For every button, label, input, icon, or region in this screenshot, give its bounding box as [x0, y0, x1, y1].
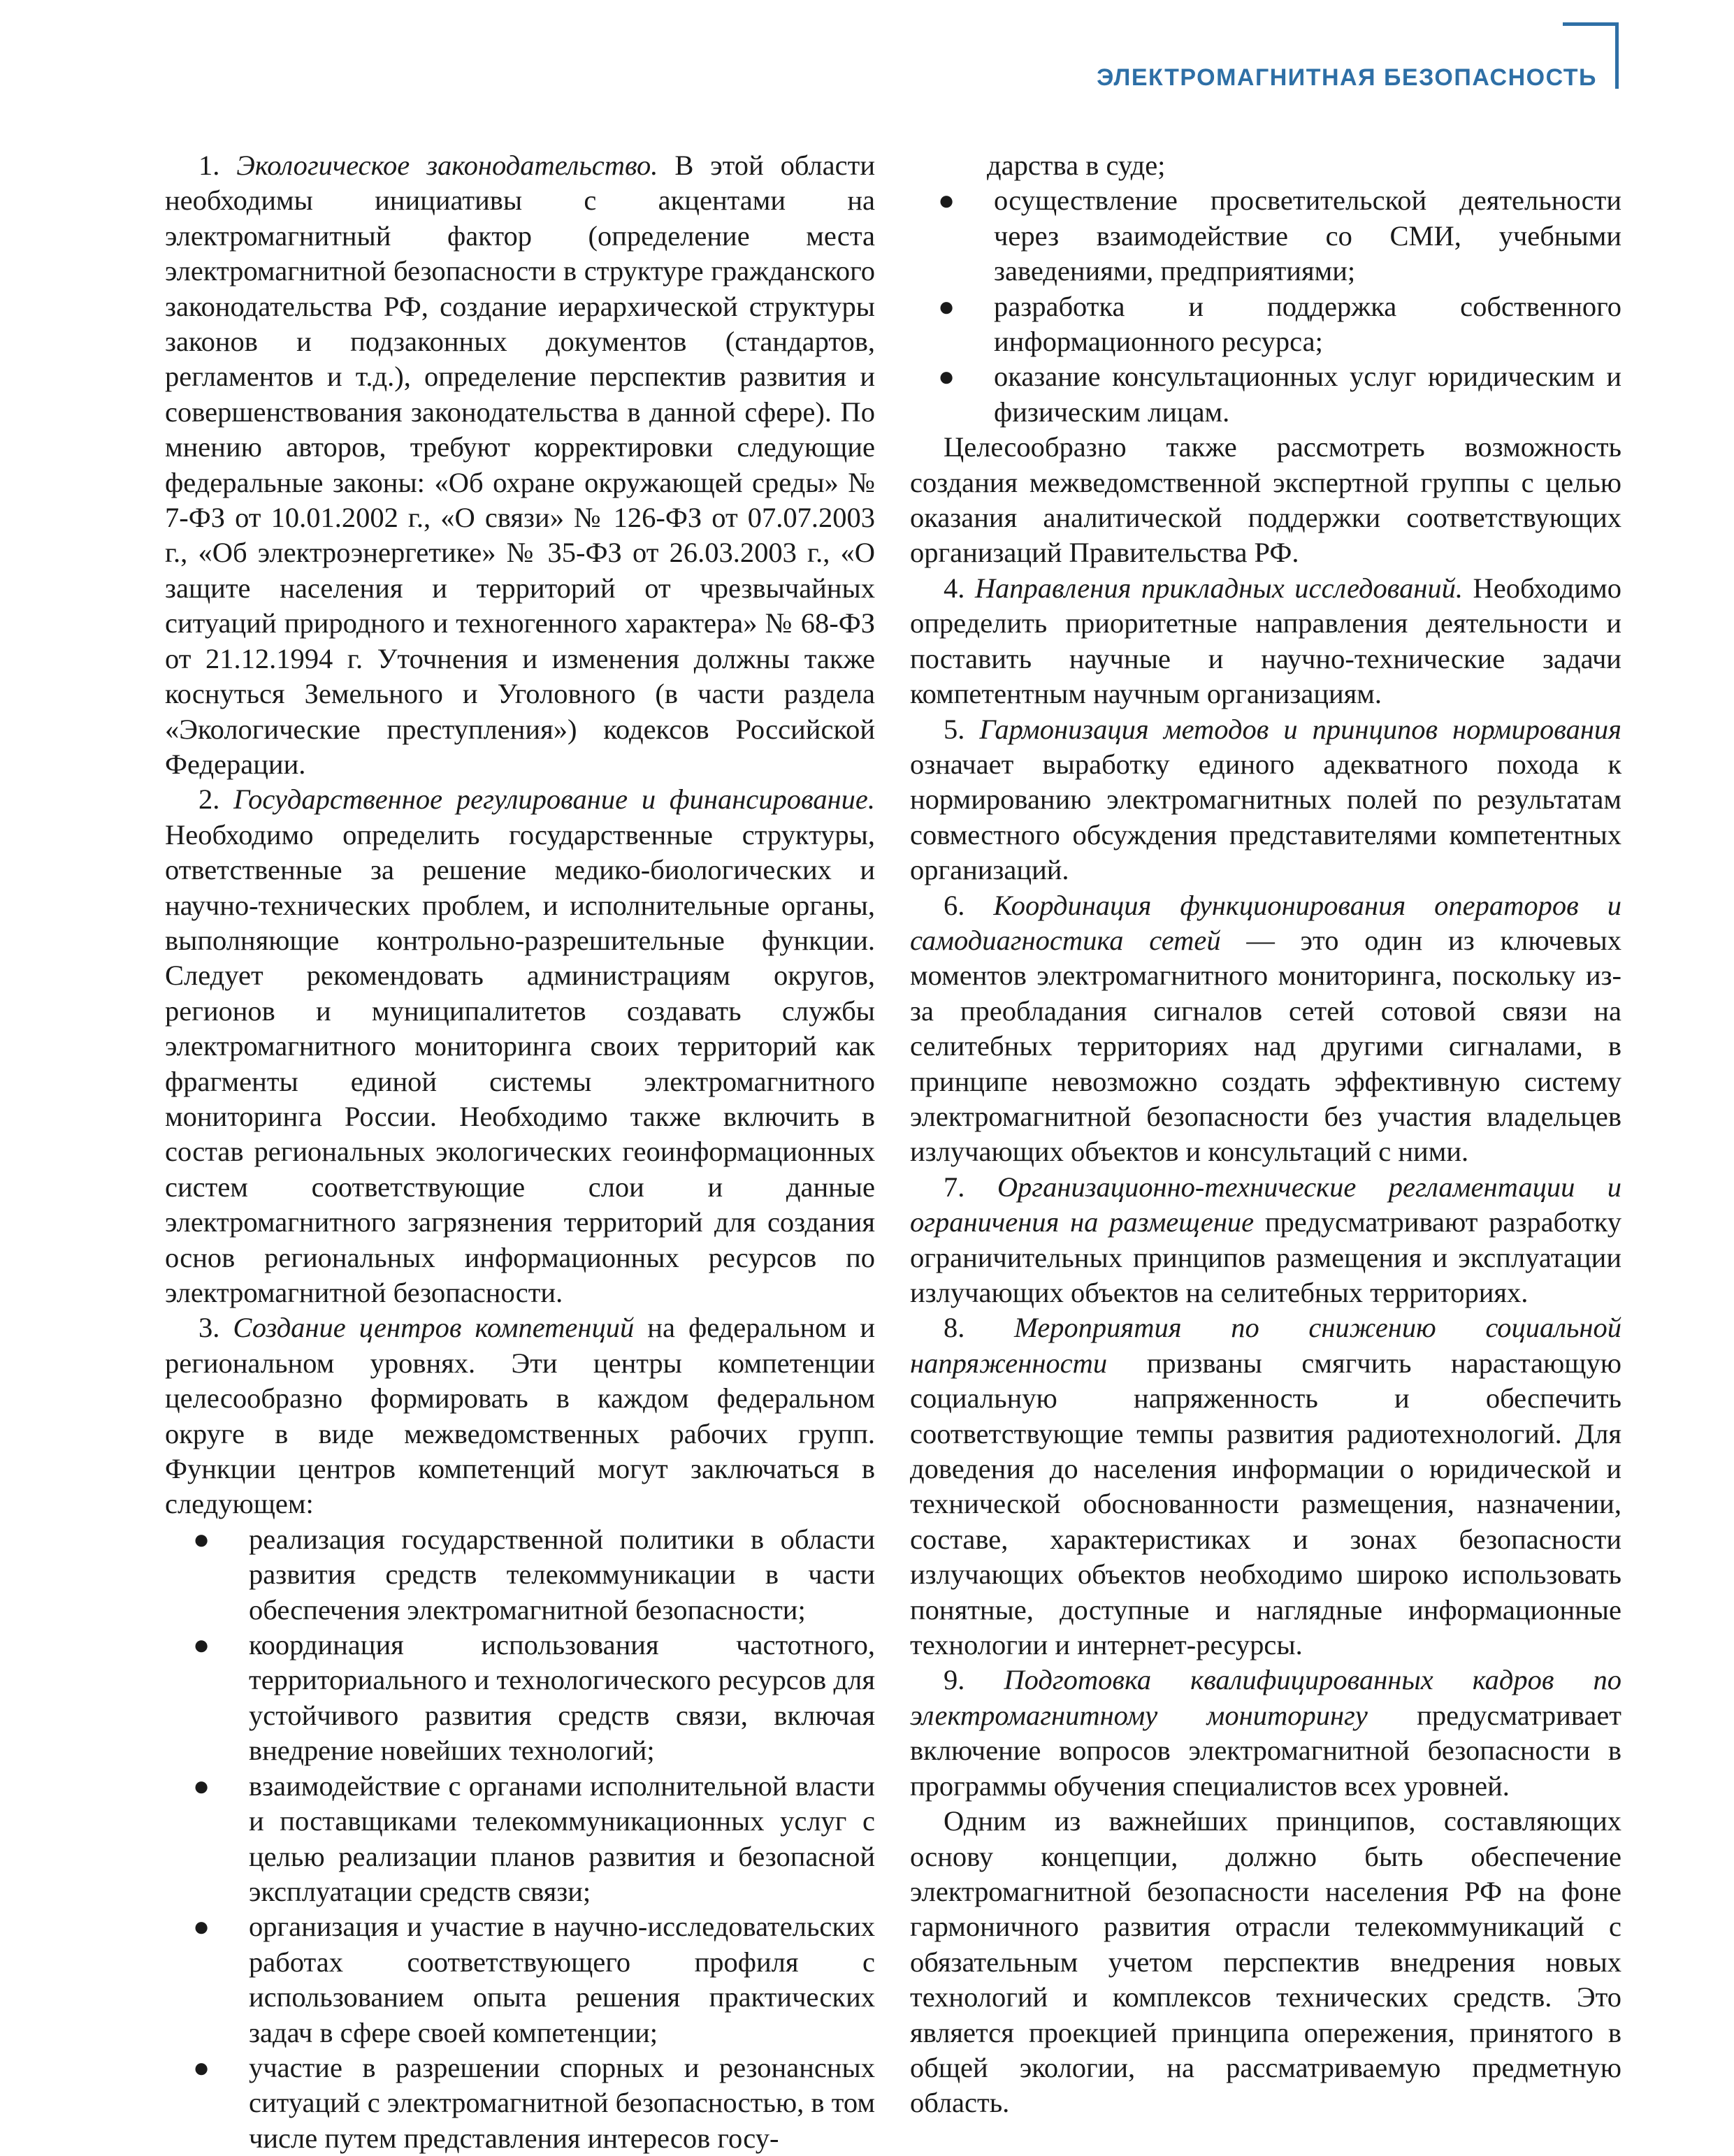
paragraph-number: 6. [944, 889, 994, 921]
list-item-text: оказание консультационных услуг юридическим и физическим лицам. [994, 361, 1621, 428]
list-item-text: разработка и поддержка собственного информационного ресурса; [994, 290, 1621, 358]
paragraph-text: — это один из ключевых моментов электромагнитного мониторинга, поскольку из-за преобладания сигналов сетей сотовой связи на селитебных территориях над другими сигналами, в принципе невозможно создать эффективную систему электромагнитной безопасности без участия владельцев излучающих объектов и консультаций с ними. [910, 924, 1621, 1168]
paragraph-3 [165, 1310, 875, 1521]
paragraph-conclusion: Одним из важнейших принципов, составляющих основу концепции, должно быть обеспечение электромагнитной безопасности населения РФ на фоне гармоничного развития отрасли телекоммуникаций с обязательным учетом перспектив внедрения новых технологий и комплексов технических средств. Это является проекцией принципа опережения, принятого в общей экологии, на рассматриваемую предметную область. [910, 1805, 1621, 2119]
paragraph-title: Создание центров компетенций [233, 1312, 635, 1344]
bullet-icon: ● [193, 1911, 210, 1943]
list-item-continuation: дарства в суде; [987, 150, 1166, 181]
list-item-text: участие в разрешении спорных и резонансных ситуаций с электромагнитной безопасностью, в том числе путем представления интересов госу- [249, 2051, 875, 2154]
right-column [910, 148, 1621, 2121]
bullet-icon: ● [938, 185, 955, 217]
corner-decoration-horizontal [1563, 22, 1619, 26]
running-header: ЭЛЕКТРОМАГНИТНАЯ БЕЗОПАСНОСТЬ [1097, 64, 1597, 91]
paragraph-title: Гармонизация методов и принципов нормирования [979, 713, 1621, 745]
competence-functions-list [165, 1522, 875, 2156]
paragraph-5 [910, 712, 1621, 888]
paragraph-number: 4. [944, 572, 975, 604]
paragraph-8 [910, 1310, 1621, 1663]
list-item [165, 1769, 875, 1910]
bullet-icon: ● [938, 290, 955, 322]
paragraph-2 [165, 782, 875, 1310]
left-column [165, 148, 875, 2156]
paragraph-number: 9. [944, 1664, 1004, 1696]
paragraph-1 [165, 148, 875, 782]
paragraph-title: Подготовка квалифицированных кадров по электромагнитному мониторингу [910, 1664, 1621, 1731]
list-item-text: осуществление просветительской деятельности через взаимодействие со СМИ, учебными заведениями, предприятиями; [994, 185, 1621, 287]
corner-decoration-vertical [1615, 22, 1619, 89]
paragraph-text: Необходимо определить государственные структуры, ответственные за решение медико-биологических и научно-технических проблем, и исполнительные органы, выполняющие контрольно-разрешительные функции. Следует рекомендовать администрациям округов, регионов и муниципалитетов создавать службы электромагнитного мониторинга своих территорий как фрагменты единой системы электромагнитного мониторинга России. Необходимо также включить в состав региональных экологических геоинформационных систем соответствующие слои и данные электромагнитного загрязнения территорий для создания основ региональных информационных ресурсов по электромагнитной безопасности. [165, 818, 875, 1308]
paragraph-6 [910, 888, 1621, 1170]
paragraph-number: 3. [198, 1312, 233, 1344]
paragraph-7 [910, 1170, 1621, 1311]
paragraph-text: предусматривает включение вопросов электромагнитной безопасности в программы обучения специалистов всех уровней. [910, 1699, 1621, 1802]
list-item [165, 1522, 875, 1628]
paragraph-title: Государственное регулирование и финансирование. [233, 783, 876, 816]
paragraph-title: Мероприятия по снижению социальной напряженности [910, 1312, 1621, 1379]
paragraph-expert-group: Целесообразно также рассмотреть возможность создания межведомственной экспертной группы с целью оказания аналитической поддержки соответствующих организаций Правительства РФ. [910, 431, 1621, 569]
paragraph-text: означает выработку единого адекватного похода к нормированию электромагнитных полей по результатам совместного обсуждения представителями компетентных организаций. [910, 748, 1621, 886]
paragraph-title: Направления прикладных исследований. [974, 572, 1464, 604]
bullet-icon: ● [193, 2051, 210, 2083]
list-item-text: реализация государственной политики в области развития средств телекоммуникации в части обеспечения электромагнитной безопасности; [249, 1523, 875, 1626]
list-item [910, 359, 1621, 430]
list-item [165, 1628, 875, 1769]
paragraph-4 [910, 571, 1621, 712]
paragraph-9 [910, 1663, 1621, 1804]
list-item-text: организация и участие в научно-исследовательских работах соответствующего профиля с использованием опыта решения практических задач в сфере своей компетенции; [249, 1911, 875, 2048]
paragraph-title: Экологическое законодательство. [236, 150, 658, 181]
paragraph-number: 1. [198, 150, 237, 181]
list-item-text: координация использования частотного, территориального и технологического ресурсов для устойчивого развития средств связи, включая внедрение новейших технологий; [249, 1629, 875, 1767]
competence-functions-list-continued [910, 183, 1621, 430]
list-item [165, 2050, 875, 2156]
paragraph-text: призваны смягчить нарастающую социальную напряженность и обеспечить соответствующие темпы развития радиотехнологий. Для доведения до населения информации о юридической и технической обоснованности размещения, назначении, составе, характеристиках и зонах безопасности излучающих объектов необходимо широко использовать понятные, доступные и наглядные информационные технологии и интернет-ресурсы. [910, 1347, 1621, 1661]
paragraph-text: предусматривают разработку ограничительных принципов размещения и эксплуатации излучающих объектов на селитебных территориях. [910, 1206, 1621, 1308]
paragraph-number: 7. [944, 1171, 997, 1203]
bullet-icon: ● [938, 361, 955, 393]
paragraph-number: 2. [198, 783, 234, 816]
paragraph-text: В этой области необходимы инициативы с акцентами на электромагнитный фактор (определение места электромагнитной безопасности в структуре гражданского законодательства РФ, создание иерархической структуры законов и подзаконных документов (стандартов, регламентов и т.д.), определение перспектив развития и совершенствования законодательства в данной сфере). По мнению авторов, требуют корректировки следующие федеральные законы: «Об охране окружающей среды» № 7-ФЗ от 10.01.2002 г., «О связи» № 126-ФЗ от 07.07.2003 г., «Об электроэнергетике» № 35-ФЗ от 26.03.2003 г., «О защите населения и территорий от чрезвычайных ситуаций природного и техногенного характера» № 68-ФЗ от 21.12.1994 г. Уточнения и изменения должны также коснуться Земельного и Уголовного (в части раздела «Экологические преступления») кодексов Российской Федерации. [165, 150, 876, 780]
list-item-text: взаимодействие с органами исполнительной власти и поставщиками телекоммуникационных услуг с целью реализации планов развития и безопасной эксплуатации средств связи; [249, 1770, 875, 1907]
list-item [165, 1909, 875, 2050]
paragraph-number: 8. [944, 1312, 1015, 1344]
list-item [910, 289, 1621, 360]
paragraph-text: на федеральном и региональном уровнях. Эти центры компетенции целесообразно формировать в каждом федеральном округе в виде межведомственных рабочих групп. Функции центров компетенций могут заключаться в следующем: [165, 1312, 875, 1520]
bullet-icon: ● [193, 1523, 210, 1555]
paragraph-number: 5. [944, 713, 980, 745]
bullet-icon: ● [193, 1629, 210, 1661]
bullet-icon: ● [193, 1770, 210, 1802]
paragraph-text: Необходимо определить приоритетные направления деятельности и поставить научные и научно-технические задачи компетентным научным организациям. [910, 572, 1621, 710]
list-item [910, 183, 1621, 289]
paragraph-title: Организационно-технические регламентации и ограничения на размещение [910, 1171, 1621, 1238]
paragraph-title: Координация функционирования операторов и самодиагностика сетей [910, 889, 1621, 956]
